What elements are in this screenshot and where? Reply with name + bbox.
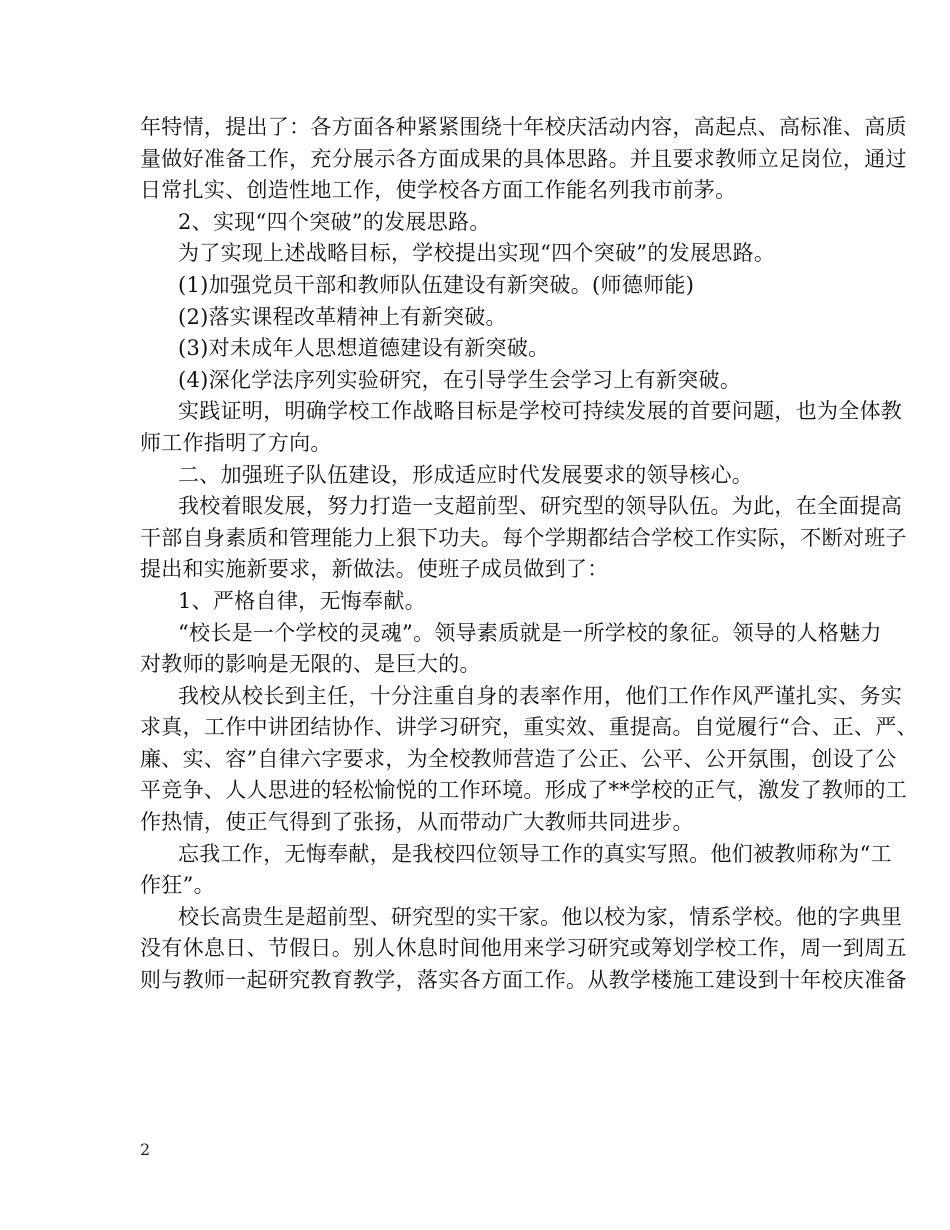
- text-line: “校长是一个学校的灵魂”。领导素质就是一所学校的象征。领导的人格魅力: [178, 620, 882, 645]
- text-line: 二、加强班子队伍建设，形成适应时代发展要求的领导核心。: [178, 462, 754, 487]
- text-line: 平竞争、人人思进的轻松愉悦的工作环境。形成了**学校的正气，激发了教师的工: [140, 778, 908, 803]
- text-line: 对教师的影响是无限的、是巨大的。: [140, 652, 481, 677]
- text-line: 则与教师一起研究教育教学，落实各方面工作。从教学楼施工建设到十年校庆准备: [140, 968, 907, 993]
- text-line: 为了实现上述战略目标，学校提出实现“四个突破”的发展思路。: [178, 241, 776, 266]
- text-line: 作热情，使正气得到了张扬，从而带动广大教师共同进步。: [140, 810, 694, 835]
- text-line: 实践证明，明确学校工作战略目标是学校可持续发展的首要问题，也为全体教: [178, 399, 903, 424]
- text-line: 提出和实施新要求，新做法。使班子成员做到了：: [140, 557, 609, 582]
- text-line: 量做好准备工作，充分展示各方面成果的具体思路。并且要求教师立足岗位，通过: [140, 146, 907, 171]
- text-line: 作狂”。: [140, 873, 215, 898]
- text-line: (4)深化学法序列实验研究，在引导学生会学习上有新突破。: [178, 367, 742, 392]
- text-line: 师工作指明了方向。: [140, 430, 332, 455]
- text-line: 我校着眼发展，努力打造一支超前型、研究型的领导队伍。为此，在全面提高: [178, 494, 903, 519]
- text-line: 我校从校长到主任，十分注重自身的表率作用，他们工作作风严谨扎实、务实: [178, 683, 903, 708]
- text-line: 1、严格自律，无悔奉献。: [178, 588, 426, 613]
- text-line: 年特情，提出了：各方面各种紧紧围绕十年校庆活动内容，高起点、高标准、高质: [140, 115, 907, 139]
- text-line: 廉、实、容”自律六字要求，为全校教师营造了公正、公平、公开氛围，创设了公: [140, 746, 897, 771]
- text-line: 求真，工作中讲团结协作、讲学习研究，重实效、重提高。自觉履行“合、正、严、: [140, 715, 918, 740]
- text-line: (3)对未成年人思想道德建设有新突破。: [178, 336, 550, 361]
- text-line: 日常扎实、创造性地工作，使学校各方面工作能名列我市前茅。: [140, 178, 737, 203]
- text-line: 2、实现“四个突破”的发展思路。: [178, 209, 491, 234]
- text-line: 校长高贵生是超前型、研究型的实干家。他以校为家，情系学校。他的字典里: [178, 904, 903, 929]
- document-body: [140, 112, 918, 997]
- text-line: 没有休息日、节假日。别人休息时间他用来学习研究或筹划学校工作，周一到周五: [140, 936, 907, 961]
- text-line: 干部自身素质和管理能力上狠下功夫。每个学期都结合学校工作实际，不断对班子: [140, 525, 907, 550]
- text-line: (2)落实课程改革精神上有新突破。: [178, 304, 507, 329]
- text-line: (1)加强党员干部和教师队伍建设有新突破。(师德师能): [178, 272, 695, 297]
- text-line: 忘我工作，无悔奉献，是我校四位领导工作的真实写照。他们被教师称为“工: [178, 841, 892, 866]
- page-number: 2: [140, 1140, 151, 1159]
